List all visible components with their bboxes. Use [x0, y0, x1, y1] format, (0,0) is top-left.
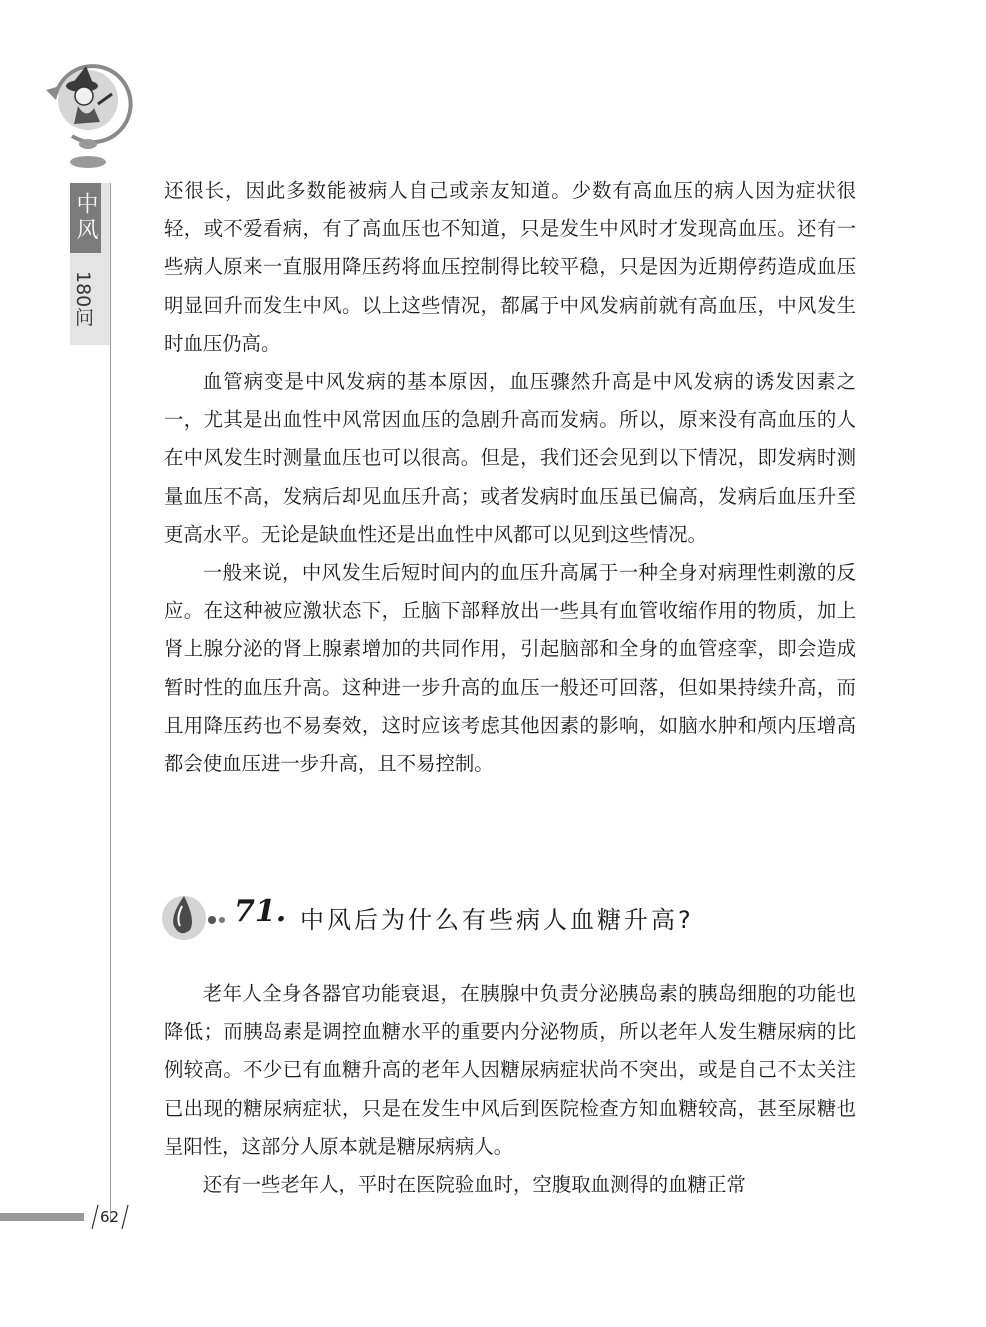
sidebar-tab-subtitle: 180问: [72, 271, 94, 327]
question-title: 中风后为什么有些病人血糖升高?: [300, 906, 694, 934]
section-heading: [160, 888, 860, 948]
paragraph: 血管病变是中风发病的基本原因，血压骤然升高是中风发病的诱发因素之一，尤其是出血性中风常因血压的急剧升高而发病。所以，原来没有高血压的人在中风发生时测量血压也可以很高。但是，我们还会见到以下情况，即发病时测量血压不高，发病后却见血压升高；或者发病时血压虽已偏高，发病后血压升至更高水平。无论是缺血性还是出血性中风都可以见到这些情况。: [164, 370, 856, 546]
body-text-top: [164, 172, 856, 783]
paragraph: 还很长，因此多数能被病人自己或亲友知道。少数有高血压的病人因为症状很轻，或不爱看病，有了高血压也不知道，只是发生中风时才发现高血压。还有一些病人原来一直服用降压药将血压控制得比较平稳，只是因为近期停药造成血压明显回升而发生中风。以上这些情况，都属于中风发病前就有高血压，中风发生时血压仍高。: [164, 179, 856, 355]
paragraph: 一般来说，中风发生后短时间内的血压升高属于一种全身对病理性刺激的反应。在这种被应激状态下，丘脑下部释放出一些具有血管收缩作用的物质，加上肾上腺分泌的肾上腺素增加的共同作用，引起脑部和全身的血管痉挛，即会造成暂时性的血压升高。这种进一步升高的血压一般还可回落，但如果持续升高，而且用降压药也不易奏效，这时应该考虑其他因素的影响，如脑水肿和颅内压增高都会使血压进一步升高，且不易控制。: [164, 561, 856, 776]
paragraph: 还有一些老年人，平时在医院验血时，空腹取血测得的血糖正常: [202, 1173, 746, 1197]
question-number: 71.: [234, 894, 287, 929]
sidebar-tab-title: 中风: [70, 183, 101, 253]
body-text-bottom: [164, 975, 856, 1204]
page-number-box: [84, 1203, 132, 1231]
paragraph: 老年人全身各器官功能衰退，在胰腺中负责分泌胰岛素的胰岛细胞的功能也降低；而胰岛素是调控血糖水平的重要内分泌物质，所以老年人发生糖尿病的比例较高。不少已有血糖升高的老年人因糖尿病症状尚不突出，或是自己不太关注已出现的糖尿病症状，只是在发生中风后到医院检查方知血糖较高，甚至尿糖也呈阳性，这部分人原本就是糖尿病病人。: [164, 982, 856, 1158]
footer-bar: [0, 1213, 84, 1221]
book-logo-illustration: [42, 60, 134, 172]
sidebar-book-tab: [70, 183, 110, 345]
sidebar-divider-line: [110, 183, 111, 1223]
page-number: 62: [100, 1208, 120, 1226]
heading-drop-icon: [160, 890, 226, 944]
